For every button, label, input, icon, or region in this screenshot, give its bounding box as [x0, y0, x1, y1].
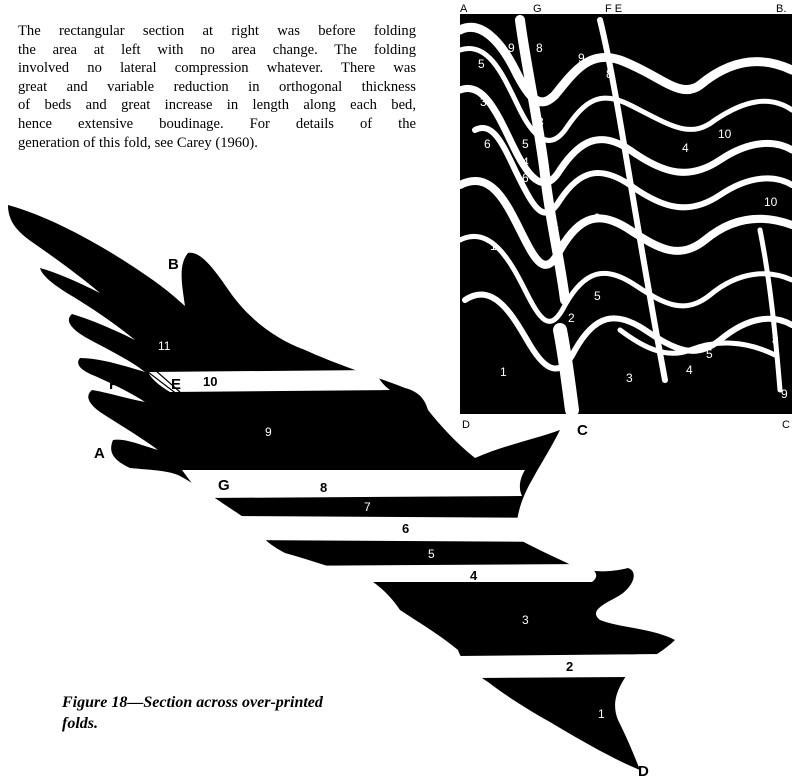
rectangular-section	[460, 3, 792, 439]
bed-label-1: 1	[598, 707, 605, 721]
point-label-e: E	[171, 376, 182, 393]
corner-label-fe: F E	[605, 3, 623, 15]
bed-band-8	[182, 470, 525, 498]
bed-band-10	[148, 370, 390, 392]
corner-label-a: A	[460, 3, 468, 15]
corner-label-c: C	[577, 422, 588, 439]
bed-label-2: 2	[566, 659, 574, 674]
corner-label-g: G	[533, 3, 542, 15]
rect-bed-label: 8	[537, 115, 544, 129]
bed-label-10: 10	[203, 374, 218, 389]
point-label-d: D	[638, 763, 649, 780]
rect-bed-label: 10	[718, 127, 732, 141]
point-label-f: F	[109, 376, 119, 393]
bed-band-2	[458, 654, 662, 678]
rect-bed-label: 8	[772, 333, 779, 347]
bed-label-6: 6	[402, 521, 410, 536]
rect-bed-label: 9	[781, 387, 788, 401]
rect-bed-label: 4	[552, 219, 559, 233]
rect-bed-label: 4	[682, 141, 689, 155]
rect-bed-label: 6	[484, 137, 491, 151]
figure-caption	[62, 692, 442, 734]
bed-label-9: 9	[265, 425, 272, 439]
bed-label-5: 5	[428, 547, 435, 561]
rect-bed-label: 5	[522, 137, 529, 151]
rect-bed-label: 1	[490, 239, 497, 253]
caption-line: hence extensive boudinage. For details of the	[18, 115, 416, 132]
rect-bed-label: 2	[568, 311, 575, 325]
corner-label-c-right: C	[782, 419, 790, 431]
bed-label-8: 8	[320, 480, 328, 495]
rect-bed-label: 5	[478, 57, 485, 71]
point-label-a: A	[94, 445, 105, 462]
rect-bed-label: 1	[500, 365, 507, 379]
rect-bed-label: 4	[686, 363, 693, 377]
caption-line: The rectangular section at right was before folding	[18, 23, 416, 39]
rect-bed-label: 5	[706, 347, 713, 361]
bed-label-3: 3	[522, 613, 529, 627]
rect-bed-label: 9	[508, 41, 515, 55]
figure-caption-line: Figure 18—Section across over-printed	[62, 694, 323, 711]
point-label-b: B	[168, 256, 179, 273]
rect-bed-label: 3	[480, 95, 487, 109]
rect-bed-label: 3	[626, 371, 633, 385]
bed-label-7: 7	[364, 500, 371, 514]
bed-label-11: 11	[158, 339, 171, 353]
rect-bed-label: 10	[764, 195, 778, 209]
caption-line: generation of this fold, see Carey (1960).	[18, 134, 258, 151]
caption-line: involved no lateral compression whatever. There was	[18, 60, 416, 77]
rect-bed-label: 4	[522, 155, 529, 169]
corner-label-b: B.	[776, 3, 787, 15]
bed-label-4: 4	[470, 568, 478, 583]
caption-line: great and variable reduction in orthogonal thickness	[18, 78, 416, 95]
caption-line: of beds and great increase in length along each bed,	[18, 97, 416, 114]
rect-bed-label: 5	[594, 289, 601, 303]
bed-band-4	[270, 564, 596, 582]
point-label-g: G	[218, 477, 230, 494]
rect-bed-label: 8	[536, 41, 543, 55]
rect-bed-label: 9	[578, 51, 585, 65]
caption-line: the area at left with no area change. The folding	[18, 41, 416, 58]
rect-bed-label: 8	[606, 67, 613, 81]
figure-caption-line: folds.	[62, 715, 98, 732]
bed-band-6	[225, 516, 570, 542]
rect-bed-label: 9	[594, 211, 601, 225]
rect-bed-label: 6	[522, 171, 529, 185]
corner-label-d: D	[462, 419, 470, 431]
